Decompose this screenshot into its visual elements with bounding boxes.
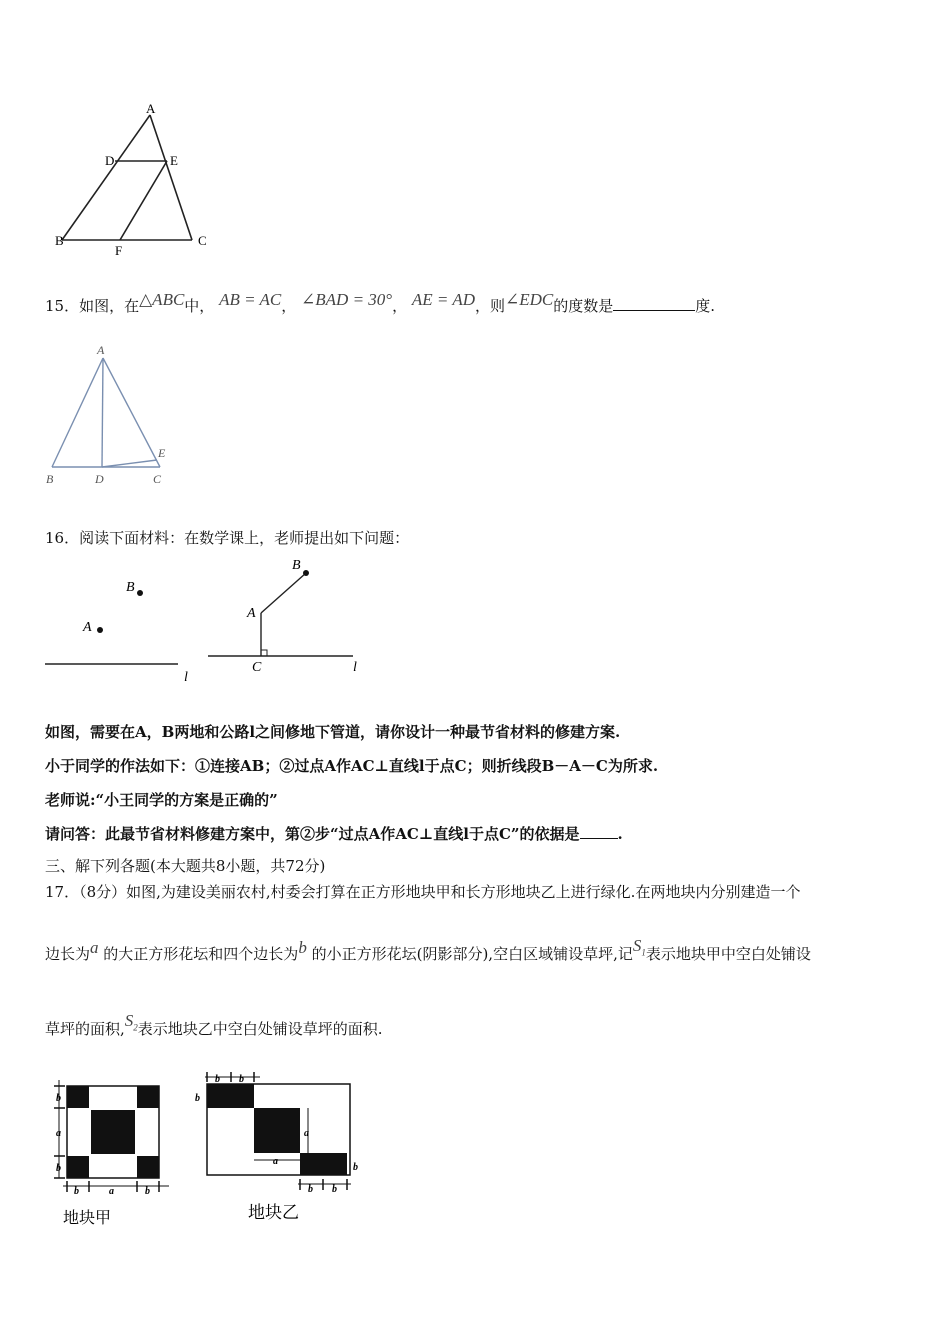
yi-dim-b-bottom2: b [332, 1184, 337, 1195]
fig15-label-e: E [158, 446, 166, 460]
fig16-label-l1: l [184, 670, 188, 685]
jia-dim-a-left: a [56, 1128, 61, 1139]
fig16-point-b1 [137, 590, 143, 596]
q15-text: 如图，在 [79, 297, 140, 315]
q15-number: 15． [45, 297, 80, 315]
fig16-right-angle-mark [261, 650, 267, 656]
lot-jia-diagram [54, 1080, 169, 1197]
yi-dim-b-left: b [195, 1093, 200, 1104]
question-15 [45, 290, 716, 316]
fig16-label-b1: B [126, 580, 135, 595]
section-3-heading: 三、解下列各题(本大题共8小题，共72分) [45, 857, 326, 875]
fig16-label-a2: A [247, 606, 256, 621]
q16-paragraph-1: 如图，需要在A，B两地和公路l之间修地下管道，请你设计一种最节省材料的修建方案. [45, 723, 621, 741]
jia-dim-b-right: b [145, 1186, 150, 1197]
fig15-label-a: A [97, 343, 105, 357]
q17-text: 表示地块乙中空白处铺设草坪的面积. [137, 1020, 383, 1038]
lot-jia-label: 地块甲 [63, 1210, 112, 1227]
q17-math-b: b [298, 938, 307, 957]
fig16-segment-ab [261, 573, 306, 613]
q15-text: 中， [184, 297, 215, 315]
fig16-label-c2: C [252, 660, 262, 675]
q15-text: ， [392, 297, 408, 315]
jia-dim-a-bottom: a [109, 1186, 114, 1197]
fig14-label-d: D [105, 153, 115, 168]
q16-answer-blank[interactable] [580, 824, 618, 839]
q17-math-a: a [90, 938, 99, 957]
q16-intro: 16．阅读下面材料：在数学课上，老师提出如下问题： [45, 529, 410, 547]
q17-line-2 [45, 936, 811, 970]
fig14-label-c: C [198, 233, 207, 248]
q17-text: 边长为 [45, 945, 91, 963]
yi-dim-a-horizontal: a [273, 1156, 278, 1167]
q15-text: ， [281, 297, 297, 315]
lot-yi-label: 地块乙 [248, 1203, 299, 1222]
q17-s1-sub: 1 [641, 947, 646, 958]
figure-17-lots [45, 1068, 375, 1253]
figure-15-triangle [40, 340, 180, 490]
fig16-label-b2: B [292, 558, 301, 573]
q16-paragraph-2: 小于同学的作法如下：①连接AB；②过点A作AC⊥直线l于点C；则折线段B－A－C为所求. [45, 757, 659, 775]
q17-text: 的小正方形花坛(阴影部分),空白区域铺设草坪,记 [311, 945, 633, 963]
q15-math-ae-ad: AE = AD [411, 290, 476, 309]
q15-math-angle-edc: ∠EDC [505, 290, 554, 309]
figure-14-triangle [50, 100, 220, 265]
q17-math-s1 [632, 936, 646, 958]
yi-dim-b-bottom1: b [308, 1184, 313, 1195]
q17-s2: S [124, 1011, 134, 1030]
yi-dim-b-top2: b [239, 1074, 244, 1085]
jia-dim-b-left: b [74, 1186, 79, 1197]
fig16-label-l2: l [353, 660, 357, 675]
fig14-label-f: F [115, 243, 123, 258]
fig14-label-b: B [55, 233, 64, 248]
q17-text: 表示地块甲中空白处铺设 [645, 945, 811, 963]
figure-16 [40, 555, 370, 685]
q17-line-1: 17．（8分）如图,为建设美丽农村,村委会打算在正方形地块甲和长方形地块乙上进行绿化.在两地块内分别建造一个 [45, 883, 801, 901]
q17-line-3 [45, 1011, 383, 1045]
fig14-label-e: E [170, 153, 178, 168]
q17-s1: S [632, 936, 642, 955]
q17-s2-sub: 2 [133, 1022, 138, 1033]
fig15-label-d: D [95, 472, 104, 486]
fig16-label-a1: A [83, 620, 92, 635]
fig16-point-b2 [303, 570, 309, 576]
q17-text: 草坪的面积, [45, 1020, 125, 1038]
q15-answer-blank[interactable] [613, 296, 695, 311]
q16-p4-text: 请问答：此最节省材料修建方案中，第②步“过点A作AC⊥直线l于点C”的依据是 [45, 825, 580, 843]
yi-dim-a-vertical: a [304, 1128, 309, 1139]
q17-text: 的大正方形花坛和四个边长为 [103, 945, 299, 963]
q15-math-ab-ac: AB = AC [219, 290, 282, 309]
q16-paragraph-4 [45, 824, 623, 844]
q16-paragraph-3: 老师说:“小王同学的方案是正确的” [45, 791, 278, 809]
q15-math-triangle: △ABC [139, 290, 185, 309]
yi-dim-b-right: b [353, 1162, 358, 1173]
q16-p4-end: . [617, 825, 623, 843]
jia-dim-b-top: b [56, 1093, 61, 1104]
fig14-label-a: A [146, 101, 156, 116]
fig15-label-b: B [46, 472, 54, 486]
q15-math-angle-bad: ∠BAD = 30° [301, 290, 393, 309]
q15-text: 度. [695, 297, 716, 315]
lot-yi-diagram [195, 1072, 358, 1195]
jia-dim-b-bottom: b [56, 1163, 61, 1174]
fig15-label-c: C [153, 472, 162, 486]
fig16-point-a1 [97, 627, 103, 633]
yi-dim-b-top1: b [215, 1074, 220, 1085]
q15-text: ，则 [475, 297, 506, 315]
q15-text: 的度数是 [553, 297, 614, 315]
q17-math-s2 [124, 1011, 138, 1033]
